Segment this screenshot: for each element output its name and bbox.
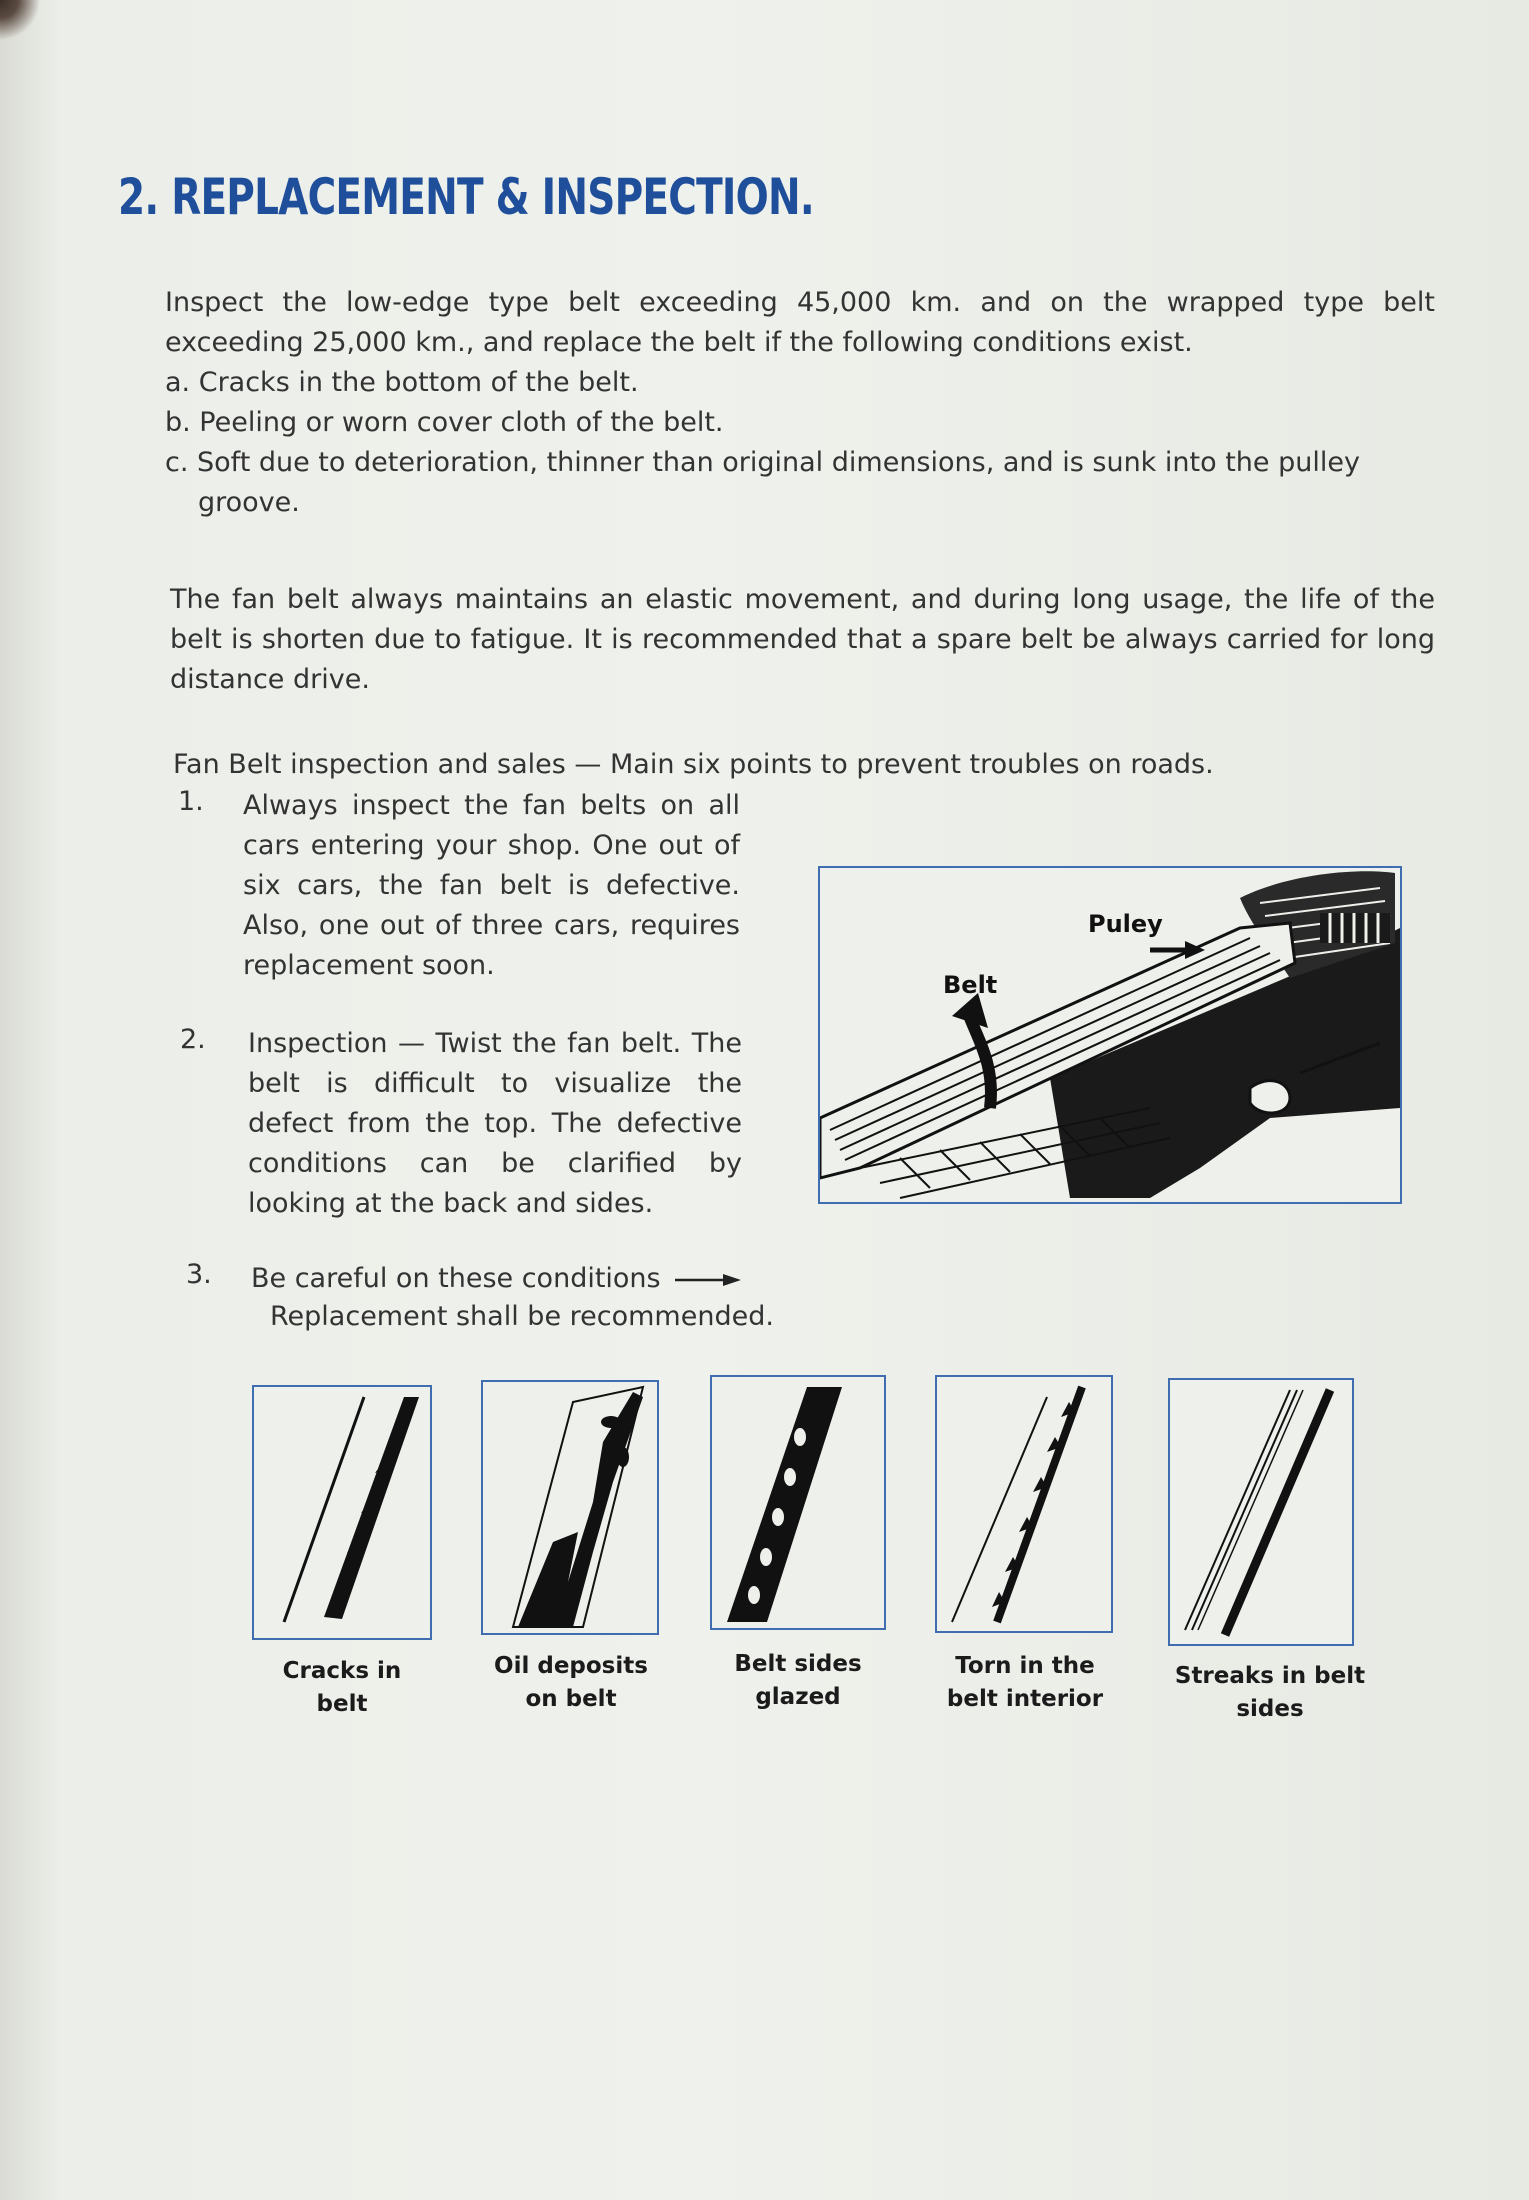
- condition-c: c. Soft due to deterioration, thinner than original dimensions, and is sunk into the pulley: [165, 447, 1360, 478]
- point-3-line1: [251, 1259, 771, 1299]
- caption-oil: [476, 1650, 666, 1716]
- caption-cracks: [262, 1655, 422, 1721]
- condition-c-cont: groove.: [198, 487, 300, 518]
- caption-streaks-line1: Streaks in belt: [1174, 1663, 1366, 1689]
- condition-a: a. Cracks in the bottom of the belt.: [165, 367, 639, 398]
- belt-pulley-diagram: [818, 866, 1402, 1204]
- point-2-number: 2.: [180, 1024, 206, 1055]
- caption-streaks: [1165, 1660, 1375, 1726]
- caption-glazed: [713, 1648, 883, 1714]
- caption-torn: [930, 1650, 1120, 1716]
- defect-torn-image: [935, 1375, 1113, 1633]
- caption-cracks-line1: Cracks in: [282, 1658, 402, 1684]
- caption-oil-line2: on belt: [525, 1686, 617, 1712]
- point-1-text: Always inspect the fan belts on all cars entering your shop. One out of six cars, the fan belt is defective. Also, one out of three cars, requires replacement soon.: [243, 790, 740, 981]
- belt-label: Belt: [943, 971, 998, 999]
- caption-streaks-line2: sides: [1236, 1696, 1304, 1722]
- defect-oil-image: [481, 1380, 659, 1635]
- caption-glazed-line2: glazed: [755, 1684, 841, 1710]
- streaks-sides-illustration: [1170, 1380, 1352, 1644]
- defect-cracks-image: [252, 1385, 432, 1640]
- defect-streaks-image: [1168, 1378, 1354, 1646]
- conditions-list: [165, 363, 1435, 523]
- caption-glazed-line1: Belt sides: [734, 1651, 862, 1677]
- caption-torn-line2: belt interior: [946, 1686, 1104, 1712]
- condition-b: b. Peeling or worn cover cloth of the belt.: [165, 407, 724, 438]
- caption-oil-line1: Oil deposits: [494, 1653, 648, 1679]
- glazed-sides-illustration: [712, 1377, 884, 1628]
- torn-interior-illustration: [937, 1377, 1111, 1631]
- page-corner-shadow: [0, 0, 40, 40]
- pulley-label: Puley: [1088, 910, 1163, 938]
- point-3-text-line1: Be careful on these conditions: [251, 1263, 661, 1294]
- fatigue-paragraph: The fan belt always maintains an elastic movement, and during long usage, the life of the belt is shorten due to fatigue. It is recommended that a spare belt be always carried for long distance drive.: [170, 584, 1435, 695]
- points-heading: Fan Belt inspection and sales — Main six points to prevent troubles on roads.: [173, 749, 1214, 780]
- intro-lead: Inspect the low-edge type belt exceeding 45,000 km. and on the wrapped type belt exceeding 25,000 km., and replace the belt if the following conditions exist.: [165, 287, 1435, 358]
- point-2-text: Inspection — Twist the fan belt. The belt is difficult to visualize the defect from the top. The defective conditions can be clarified by looking at the back and sides.: [248, 1028, 742, 1219]
- cracks-belt-illustration: [254, 1387, 430, 1638]
- defect-glazed-image: [710, 1375, 886, 1630]
- point-3-text-line2: Replacement shall be recommended.: [270, 1301, 774, 1332]
- section-title: 2. REPLACEMENT & INSPECTION.: [118, 168, 814, 226]
- caption-torn-line1: Torn in the: [955, 1653, 1095, 1679]
- oil-deposits-illustration: [483, 1382, 657, 1633]
- point-3-number: 3.: [186, 1259, 212, 1290]
- point-1-number: 1.: [178, 786, 204, 817]
- caption-cracks-line2: belt: [316, 1691, 368, 1717]
- right-arrow-icon: [675, 1273, 741, 1287]
